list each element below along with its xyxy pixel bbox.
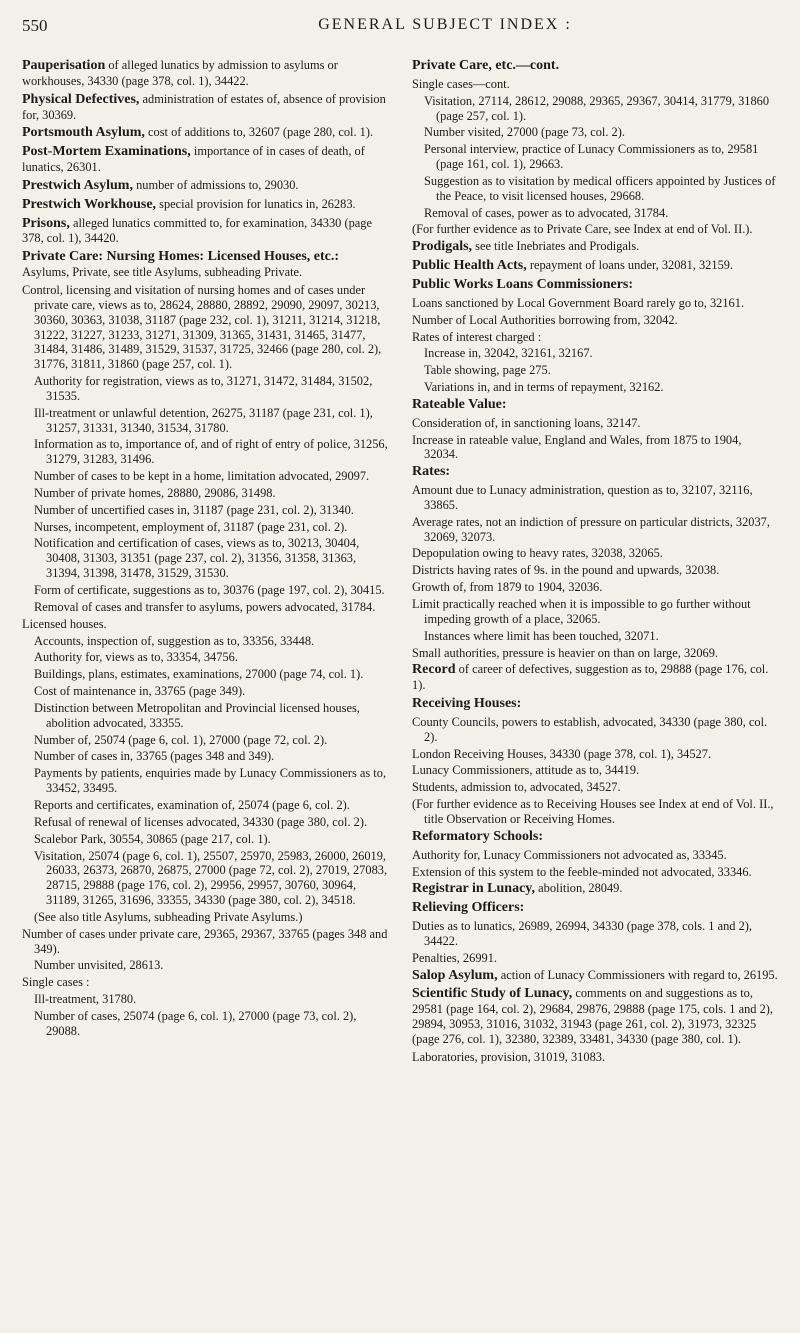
index-entry [412,986,778,1046]
index-subentry: Laboratories, provision, 31019, 31083. [412,1049,606,1064]
index-subentry: Suggestion as to visitation by medical officers appointed by Justices of the Peace, to visit licensed houses, 29668. [424,173,776,203]
index-heading: Relieving Officers: [412,900,525,916]
index-entry [412,900,778,916]
index-subentry: Amount due to Lunacy administration, question as to, 32107, 32116, 33865. [412,483,753,512]
index-entry [412,239,778,255]
index-heading: Record [412,662,456,678]
index-subentry: Small authorities, pressure is heavier on than on large, 32069. [412,645,719,660]
index-subentry: Visitation, 25074 (page 6, col. 1), 25507, 25970, 25983, 26000, 26019, 26033, 26373, 26870, 26875, 27000 (page 72, col. 2), 27019, 27083, 28715, 29888 (page 176, col. 2), 29956, 29957, 30760, 30964, 31189, 31265, 31696, 33355, 34330 (page 380, col. 2), 34518. [34,848,388,908]
index-subentry: Ill-treatment or unlawful detention, 26275, 31187 (page 231, col. 1), 31257, 31331, 31340, 31534, 31780. [34,405,373,435]
index-subentry: Single cases—cont. [412,76,510,91]
index-subentry: Payments by patients, enquiries made by Lunacy Commissioners as to, 33452, 33495. [34,766,387,796]
index-subentry: Control, licensing and visitation of nursing homes and of cases under private care, views as to, 28624, 28880, 28892, 29090, 29097, 30213, 30360, 30363, 31038, 31187 (page 232, col. 1), 31211, 31214, 31218, 31222, 31227, 31233, 31271, 31309, 31365, 31431, 31465, 31477, 31484, 31486, 31489, 31529, 31537, 31725, 32466 (page 280, col. 2), 31776, 31811, 31860 (page 257, col. 1). [22,282,382,372]
index-body: alleged lunatics committed to, for examination, 34330 (page 378, col. 1), 34420. [22,215,372,246]
index-subentry: Increase in rateable value, England and Wales, from 1875 to 1904, 32034. [412,432,742,462]
index-body: of career of defectives, suggestion as to, 29888 (page 176, col. 1). [412,662,769,693]
index-subentry: Personal interview, practice of Lunacy Commissioners as to, 29581 (page 161, col. 1), 29663. [424,142,759,172]
index-heading: Scientific Study of Lunacy, [412,986,573,1002]
index-subentry: Districts having rates of 9s. in the pound and upwards, 32038. [412,563,720,578]
index-subentry: Number unvisited, 28613. [34,958,164,973]
index-entry [412,696,778,712]
index-subentry: Single cases : [22,975,90,990]
index-heading: Portsmouth Asylum, [22,125,145,141]
page-number: 550 [22,16,48,35]
index-body: special provision for lunatics in, 26283. [159,196,356,211]
index-heading: Reformatory Schools: [412,828,544,844]
index-body: action of Lunacy Commissioners with regard to, 26195. [500,967,778,982]
index-subentry: Removal of cases and transfer to asylums, powers advocated, 31784. [34,599,376,614]
index-heading: Registrar in Lunacy, [412,881,536,897]
index-subentry: Accounts, inspection of, suggestion as to, 33356, 33448. [34,633,315,648]
index-body: number of admissions to, 29030. [136,177,299,192]
index-subentry: Number of, 25074 (page 6, col. 1), 27000 (page 72, col. 2). [34,732,328,747]
index-subentry: Distinction between Metropolitan and Provincial licensed houses, abolition advocated, 33355. [34,700,360,730]
index-heading: Prestwich Asylum, [22,177,133,193]
index-subentry: Limit practically reached when it is impossible to go further without impeding growth of a place, 32065. [412,597,751,626]
right-column [412,58,778,1067]
index-entry [22,197,388,213]
index-subentry: Licensed houses. [22,616,107,631]
index-heading: Prisons, [22,215,70,231]
index-subentry: Information as to, importance of, and of right of entry of police, 31256, 31279, 31283, 31496. [34,437,388,467]
index-subentry: Growth of, from 1879 to 1904, 32036. [412,580,603,595]
index-subentry: (For further evidence as to Private Care, see Index at end of Vol. II.). [412,222,753,237]
index-subentry: Penalties, 26991. [412,950,498,965]
index-body: cost of additions to, 32607 (page 280, col. 1). [148,125,374,140]
index-entry [412,881,778,897]
index-heading: Prodigals, [412,239,473,255]
index-subentry: Number of cases in, 33765 (pages 348 and 349). [34,749,275,764]
index-subentry: Notification and certification of cases, views as to, 30213, 30404, 30408, 31303, 31351 (page 237, col. 2), 31356, 31358, 31363, 31394, 31398, 31478, 31529, 31530. [34,536,360,581]
index-body: repayment of loans under, 32081, 32159. [529,258,734,273]
index-heading: Public Works Loans Commissioners: [412,276,634,292]
index-subentry: Cost of maintenance in, 33765 (page 349). [34,684,246,699]
index-subentry: Removal of cases, power as to advocated, 31784. [424,205,669,220]
index-entry [22,92,388,123]
index-heading: Physical Defectives, [22,91,140,107]
index-entry [22,125,388,141]
index-subentry: Duties as to lunatics, 26989, 26994, 34330 (page 378, cols. 1 and 2), 34422. [412,919,753,948]
index-subentry: Instances where limit has been touched, 32071. [424,628,659,643]
index-subentry: Authority for, Lunacy Commissioners not advocated as, 33345. [412,847,727,862]
index-subentry: Number of cases to be kept in a home, limitation advocated, 29097. [34,469,370,484]
index-body: administration of estates of, absence of provision for, 30369. [22,91,386,122]
index-subentry: Nurses, incompetent, employment of, 31187 (page 231, col. 2). [34,519,348,534]
index-subentry: (For further evidence as to Receiving Houses see Index at end of Vol. II., title Observation or Receiving Homes. [412,797,774,826]
index-subentry: Reports and certificates, examination of, 25074 (page 6, col. 2). [34,797,350,812]
index-entry [22,249,388,280]
index-subentry: Ill-treatment, 31780. [34,992,137,1007]
running-head: GENERAL SUBJECT INDEX : [318,16,572,33]
index-subentry: Variations in, and in terms of repayment, 32162. [424,380,664,395]
index-heading: Public Health Acts, [412,258,527,274]
index-heading: Prestwich Workhouse, [22,196,157,212]
index-entry [412,968,778,984]
index-entry [412,464,778,480]
index-subentry: Extension of this system to the feeble-minded not advocated, 33346. [412,864,752,879]
index-subentry: County Councils, powers to establish, advocated, 34330 (page 380, col. 2). [412,714,768,744]
index-subentry: Increase in, 32042, 32161, 32167. [424,346,593,361]
index-body: of alleged lunatics by admission to asylums or workhouses, 34330 (page 378, col. 1), 34422. [22,58,338,88]
index-entry [412,58,778,74]
index-subentry: (See also title Asylums, subheading Private Asylums.) [34,909,303,924]
index-body: abolition, 28049. [538,881,623,896]
index-entry [412,662,778,693]
index-subentry: Number of private homes, 28880, 29086, 31498. [34,485,276,500]
index-subentry: Consideration of, in sanctioning loans, 32147. [412,415,641,430]
index-subentry: Table showing, page 275. [424,363,551,378]
index-heading: Pauperisation [22,58,106,73]
index-subentry: Scalebor Park, 30554, 30865 (page 217, col. 1). [34,831,271,846]
index-entry [22,58,388,89]
index-entry [22,216,388,247]
index-heading: Post-Mortem Examinations, [22,144,191,160]
index-entry [412,397,778,413]
index-subentry: Number of cases under private care, 29365, 29367, 33765 (pages 348 and 349). [22,926,388,956]
index-subentry: Depopulation owing to heavy rates, 32038, 32065. [412,546,663,561]
index-body: see title Inebriates and Prodigals. [475,239,640,254]
index-entry [22,178,388,194]
index-subentry: Students, admission to, advocated, 34527. [412,780,621,795]
index-subentry: Number visited, 27000 (page 73, col. 2). [424,125,625,140]
index-subentry: Number of Local Authorities borrowing from, 32042. [412,312,678,327]
index-heading: Rates: [412,464,451,480]
index-subentry: Rates of interest charged : [412,329,542,344]
index-subentry: Number of uncertified cases in, 31187 (page 231, col. 2), 31340. [34,502,354,517]
index-subentry: Form of certificate, suggestions as to, 30376 (page 197, col. 2), 30415. [34,583,385,597]
index-body: Asylums, Private, see title Asylums, subheading Private. [22,265,303,280]
index-subentry: Lunacy Commissioners, attitude as to, 34419. [412,763,640,778]
index-heading: Receiving Houses: [412,696,522,712]
index-subentry: Loans sanctioned by Local Government Board rarely go to, 32161. [412,295,745,310]
index-heading: Rateable Value: [412,396,507,412]
index-heading: Private Care: Nursing Homes: Licensed Houses, etc.: [22,249,340,265]
index-body: comments on and suggestions as to, 29581 (page 164, col. 2), 29684, 29876, 29888 (page 175, cols. 1 and 2), 29894, 30953, 31016, 31032, 31943 (page 261, col. 2), 31973, 32325 (page 276, col. 1), 32380, 32389, 33481, 34330 (page 380, col. 1). [412,986,773,1046]
index-heading: Salop Asylum, [412,967,498,983]
index-entry [22,144,388,175]
index-subentry: Buildings, plans, estimates, examinations, 27000 (page 74, col. 1). [34,667,364,682]
left-column [22,58,388,1041]
index-entry [412,258,778,274]
index-heading: Private Care, etc.—cont. [412,58,560,73]
index-subentry: Authority for registration, views as to, 31271, 31472, 31484, 31502, 31535. [34,374,373,403]
index-entry [412,829,778,845]
index-subentry: Average rates, not an indiction of pressure on particular districts, 32037, 32069, 32073. [412,514,770,544]
index-subentry: Visitation, 27114, 28612, 29088, 29365, 29367, 30414, 31779, 31860 (page 257, col. 1). [424,93,770,123]
index-subentry: Number of cases, 25074 (page 6, col. 1), 27000 (page 73, col. 2), 29088. [34,1008,357,1038]
index-body: importance of in cases of death, of lunatics, 26301. [22,144,365,175]
index-subentry: Authority for, views as to, 33354, 34756. [34,650,238,665]
index-subentry: Refusal of renewal of licenses advocated, 34330 (page 380, col. 2). [34,814,368,829]
index-entry [412,277,778,293]
index-subentry: London Receiving Houses, 34330 (page 378, col. 1), 34527. [412,746,712,761]
